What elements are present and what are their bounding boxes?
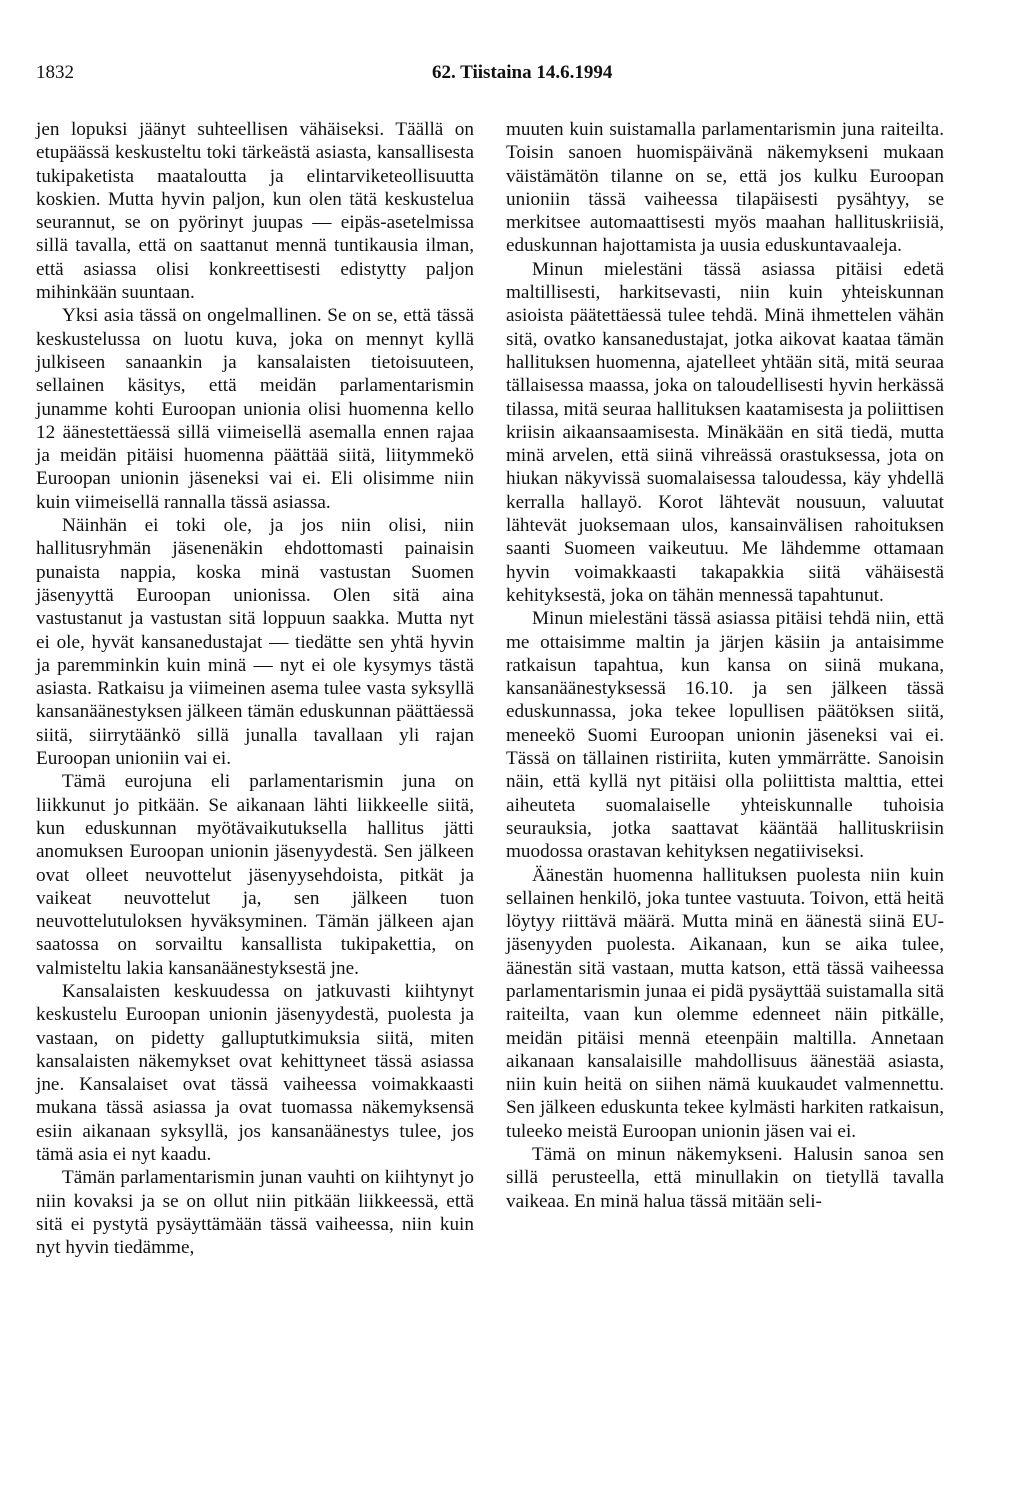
- paragraph: Tämä eurojuna eli parlamentarismin juna on liikkunut jo pitkään. Se aikanaan lähti liikkeelle siitä, kun eduskunnan myötävaikutuksella hallitus jätti anomuksen Euroopan unionin jäsenyydestä. Sen jälkeen ovat olleet neuvottelut jäsenyysehdoista, pitkät ja vaikeat neuvottelut ja, sen jälkeen tuon neuvottelutuloksen hyväksyminen. Tämän jälkeen ajan saatossa on sorvailtu kansallista tukipakettia, on valmisteltu lakia kansanäänestyksestä jne.: [36, 771, 474, 979]
- running-head: 62. Tiistaina 14.6.1994: [432, 62, 613, 83]
- paragraph: Kansalaisten keskuudessa on jatkuvasti kiihtynyt keskustelu Euroopan unionin jäsenyydestä, puolesta ja vastaan, on pidetty galluptutkimuksia siitä, miten kansalaisten näkemykset ovat kehittyneet tässä asiassa jne. Kansalaiset ovat tässä vaiheessa voimakkaasti mukana tässä asiassa ja ovat tuomassa näkemyksensä esiin aikanaan syksyllä, jos kansanäänestys tulee, jos tämä asia ei nyt kaadu.: [36, 980, 474, 1166]
- paragraph: Tämä on minun näkemykseni. Halusin sanoa sen sillä perusteella, että minullakin on tietyllä tavalla vaikeaa. En minä halua tässä mitään seli-: [506, 1144, 944, 1212]
- paragraph: Yksi asia tässä on ongelmallinen. Se on se, että tässä keskustelussa on luotu kuva, joka on mennyt kyllä julkiseen sanaankin ja kansalaisten tietoisuuteen, sellainen käsitys, että meidän parlamentarismin junamme kohti Euroopan unionia olisi huomenna kello 12 äänestettäessä sillä viimeisellä asemalla ennen rajaa ja meidän pitäisi huomenna päättää siitä, liitymmekö Euroopan unionin jäseneksi vai ei. Eli olisimme niin kuin viimeisellä rannalla tässä asiassa.: [36, 305, 474, 513]
- paragraph: Äänestän huomenna hallituksen puolesta niin kuin sellainen henkilö, joka tuntee vastuuta. Toivon, että heitä löytyy riittävä määrä. Mutta minä en äänestä siinä EU-jäsenyyden puolesta. Aikanaan, kun se aika tulee, äänestän sitä vastaan, mutta katson, että tässä vaiheessa parlamentarismin junaa ei pidä pysäyttää suistamalla sitä raiteilta, vaan kun olemme edenneet näin pitkälle, meidän pitäisi mennä eteenpäin maltilla. Annetaan aikanaan kansalaisille mahdollisuus äänestää asiasta, niin kuin heitä on siihen nämä kuukaudet valmennettu. Sen jälkeen eduskunta tekee kylmästi harkiten ratkaisun, tuleeko meistä Euroopan unionin jäsen vai ei.: [506, 864, 944, 1142]
- page-number: 1832: [36, 62, 74, 83]
- paragraph: Näinhän ei toki ole, ja jos niin olisi, niin hallitusryhmän jäsenenäkin ehdottomasti painaisin punaista nappia, koska minä vastustan Suomen jäsenyyttä Euroopan unionissa. Olen sitä aina vastustanut ja vastustan sitä loppuun saakka. Mutta nyt ei ole, hyvät kansanedustajat — tiedätte sen yhtä hyvin ja paremminkin kuin minä — nyt ei ole kysymys tästä asiasta. Ratkaisu ja viimeinen asema tulee vasta syksyllä kansanäänestyksen jälkeen tämän eduskunnan päättäessä siitä, siirrytäänkö sillä junalla tavallaan yli rajan Euroopan unioniin vai ei.: [36, 515, 474, 770]
- right-column: [506, 118, 944, 1213]
- paragraph: muuten kuin suistamalla parlamentarismin juna raiteilta. Toisin sanoen huomispäivänä näkemykseni mukaan väistämätön tilanne on se, että jos kulku Euroopan unioniin tässä vaiheessa tilapäisesti pysähtyy, se merkitsee automaattisesti myös maahan hallituskriisiä, eduskunnan hajottamista ja uusia eduskuntavaaleja.: [506, 119, 944, 257]
- paragraph: Tämän parlamentarismin junan vauhti on kiihtynyt jo niin kovaksi ja se on ollut niin pitkään liikkeessä, että sitä ei pystytä pysäyttämään tässä vaiheessa, niin kuin nyt hyvin tiedämme,: [36, 1167, 474, 1259]
- paragraph: Minun mielestäni tässä asiassa pitäisi edetä maltillisesti, harkitsevasti, niin kuin yhteiskunnan asioista päätettäessä tulee tehdä. Minä ihmettelen vähän sitä, ovatko kansanedustajat, jotka aikovat kaataa tämän hallituksen huomenna, ajatelleet yhtään sitä, mitä seuraa tällaisessa maassa, joka on taloudellisesti hyvin herkässä tilassa, mitä seuraa hallituksen kaatamisesta ja poliittisen kriisin aikaansaamisesta. Minäkään en sitä tiedä, mutta minä arvelen, että siinä vihreässä orastuksessa, jota on hiukan näkyvissä suomalaisessa taloudessa, käy yhdellä kerralla hallayö. Korot lähtevät nousuun, valuutat lähtevät juoksemaan ulos, kansainvälisen rahoituksen saanti Suomeen vaikeutuu. Me lähdemme ottamaan hyvin voimakkaasti takapakkia siitä vähäisestä kehityksestä, joka on tähän mennessä tapahtunut.: [506, 258, 944, 606]
- paragraph: jen lopuksi jäänyt suhteellisen vähäiseksi. Täällä on etupäässä keskusteltu toki tärkeästä asiasta, kansallisesta tukipaketista maataloutta ja elintarviketeollisuutta koskien. Mutta hyvin paljon, kun olen tätä keskustelua seurannut, se on pyörinyt juupas — eipäs-asetelmissa sillä tavalla, että on saattanut mennä tuntikausia ilman, että asiassa olisi konkreettisesti edistytty paljon mihinkään suuntaan.: [36, 119, 474, 304]
- left-column: [36, 118, 474, 1260]
- page-header: [36, 62, 988, 88]
- paragraph: Minun mielestäni tässä asiassa pitäisi tehdä niin, että me ottaisimme maltin ja järjen käsiin ja antaisimme ratkaisun tapahtua, kun kansa on siinä mukana, kansanäänestyksessä 16.10. ja sen jälkeen tässä eduskunnassa, joka tekee lopullisen päätöksen siitä, meneekö Suomi Euroopan unionin jäseneksi vai ei. Tässä on tällainen ristiriita, kuten ymmärrätte. Sanoisin näin, että kyllä nyt pitäisi olla poliittista malttia, ettei aiheuteta suomalaiselle yhteiskunnalle tuhoisia seurauksia, jotka saattavat kääntää hallituskriisin muodossa orastavan kehityksen negatiiviseksi.: [506, 608, 944, 863]
